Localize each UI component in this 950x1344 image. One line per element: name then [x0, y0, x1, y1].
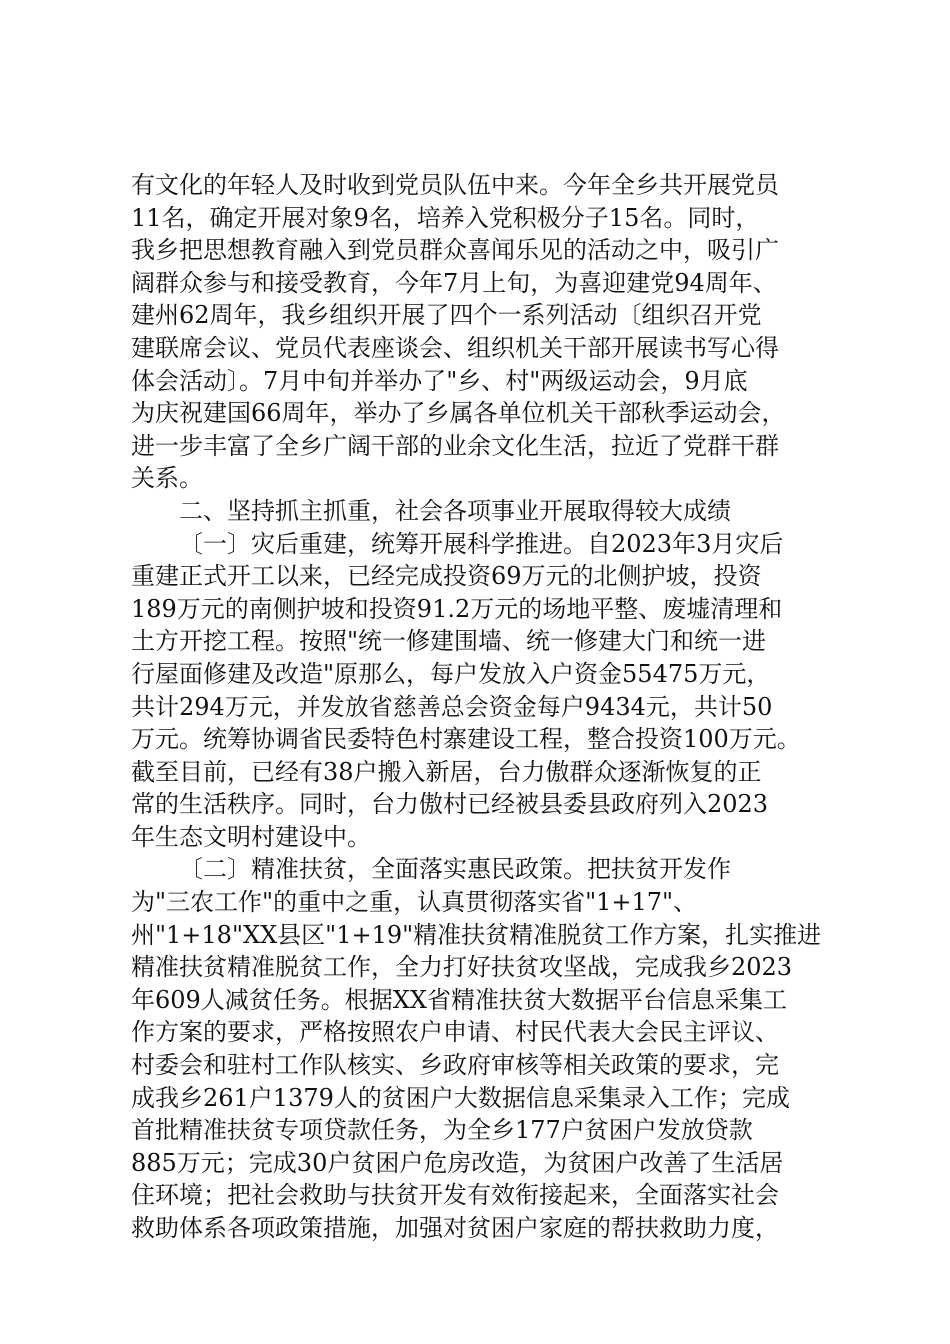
text-line: 体会活动〕。7月中旬并举办了"乡、村"两级运动会，9月底	[131, 366, 748, 395]
text-line: 截至目前，已经有38户搬入新居，台力傲群众逐渐恢复的正	[131, 757, 762, 786]
text-line: 年609人减贫任务。根据XX省精准扶贫大数据平台信息采集工	[131, 985, 787, 1014]
text-line: 〔一〕灾后重建，统筹开展科学推进。自2023年3月灾后	[179, 529, 784, 558]
text-line: 为"三农工作"的重中之重，认真贯彻落实省"1+17"、	[131, 888, 698, 917]
text-line: 作方案的要求，严格按照农户申请、村民代表大会民主评议、	[131, 1018, 779, 1047]
text-line: 进一步丰富了全乡广阔干部的业余文化生活，拉近了党群干群	[131, 431, 779, 460]
text-line: 精准扶贫精准脱贫工作，全力打好扶贫攻坚战，完成我乡2023	[131, 953, 793, 982]
text-line: 行屋面修建及改造"原那么，每户发放入户资金55475万元，	[131, 659, 771, 688]
text-line: 阔群众参与和接受教育，今年7月上旬，为喜迎建党94周年、	[131, 268, 777, 297]
text-line: 11名，确定开展对象9名，培养入党积极分子15名。同时，	[131, 203, 760, 232]
text-line: 建联席会议、党员代表座谈会、组织机关干部开展读书写心得	[131, 333, 779, 362]
text-line: 土方开挖工程。按照"统一修建围墙、统一修建大门和统一进	[131, 627, 767, 656]
document-body	[131, 169, 831, 1245]
paragraph	[131, 528, 831, 854]
text-line: 共计294万元，并发放省慈善总会资金每户9434元，共计50	[131, 692, 773, 721]
text-line: 有文化的年轻人及时收到党员队伍中来。今年全乡共开展党员	[131, 171, 779, 199]
text-line: 关系。	[131, 464, 203, 493]
paragraph	[131, 853, 831, 1244]
paragraph	[131, 169, 831, 495]
text-line: 万元。统筹协调省民委特色村寨建设工程，整合投资100万元。	[131, 725, 801, 754]
text-line: 住环境；把社会救助与扶贫开发有效衔接起来，全面落实社会	[131, 1181, 779, 1210]
text-line: 常的生活秩序。同时，台力傲村已经被县委县政府列入2023	[131, 790, 769, 819]
text-line: 成我乡261户1379人的贫困户大数据信息采集录入工作；完成	[131, 1083, 790, 1112]
text-line: 首批精准扶贫专项贷款任务，为全乡177户贫困户发放贷款	[131, 1116, 753, 1145]
text-line: 885万元；完成30户贫困户危房改造，为贫困户改善了生活居	[131, 1148, 784, 1177]
text-line: 为庆祝建国66周年，举办了乡属各单位机关干部秋季运动会，	[131, 399, 786, 428]
text-line: 建州62周年，我乡组织开展了四个一系列活动〔组织召开党	[131, 301, 762, 330]
text-line: 重建正式开工以来，已经完成投资69万元的北侧护坡，投资	[131, 562, 762, 591]
text-line: 救助体系各项政策措施，加强对贫困户家庭的帮扶救助力度，	[131, 1214, 779, 1242]
paragraph	[131, 495, 831, 528]
text-line: 我乡把思想教育融入到党员群众喜闻乐见的活动之中，吸引广	[131, 236, 779, 265]
text-line: 州"1+18"XX县区"1+19"精准扶贫精准脱贫工作方案，扎实推进	[131, 920, 822, 949]
text-line: 189万元的南侧护坡和投资91.2万元的场地平整、废墟清理和	[131, 594, 783, 623]
text-line: 年生态文明村建设中。	[131, 822, 371, 851]
text-line: 〔二〕精准扶贫，全面落实惠民政策。把扶贫开发作	[179, 855, 731, 884]
text-line: 二、坚持抓主抓重，社会各项事业开展取得较大成绩	[179, 496, 731, 525]
text-line: 村委会和驻村工作队核实、乡政府审核等相关政策的要求，完	[131, 1051, 779, 1080]
